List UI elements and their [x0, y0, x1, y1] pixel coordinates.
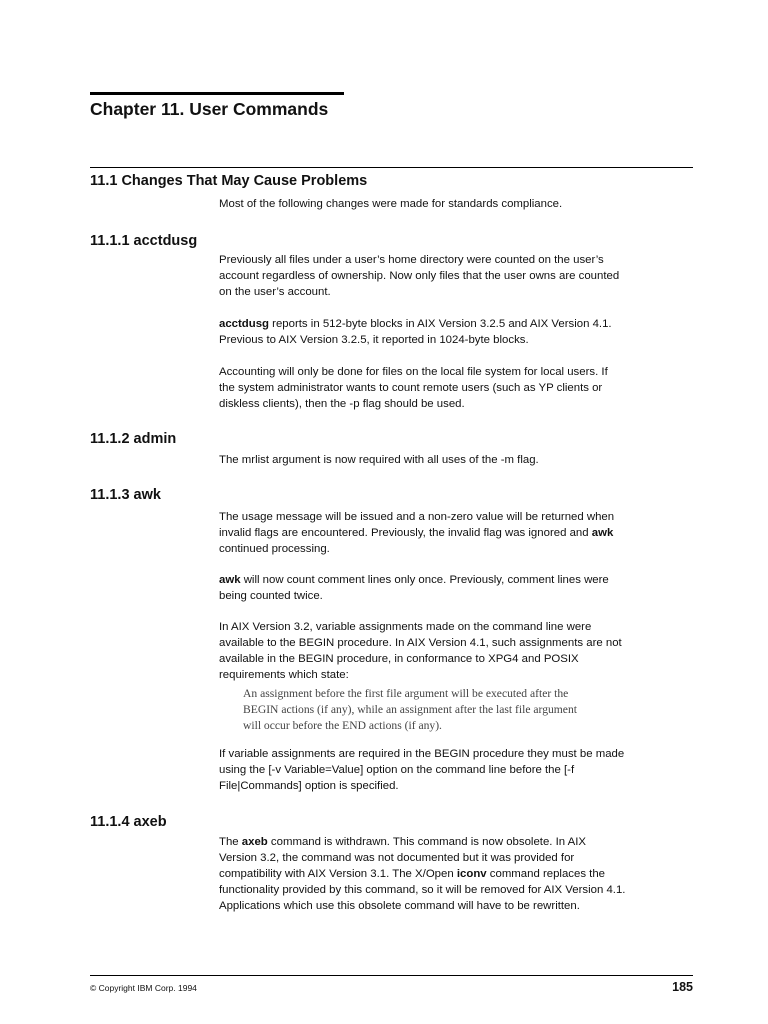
command-name: iconv — [456, 868, 487, 880]
awk-paragraph-2: awk will now count comment lines only once. Previously, comment lines were being counted twice. — [219, 574, 609, 602]
footer-copyright: © Copyright IBM Corp. 1994 — [90, 983, 197, 993]
acctdusg-paragraph-2: acctdusg reports in 512-byte blocks in AIX Version 3.2.5 and AIX Version 4.1. Previous to AIX Version 3.2.5, it reported in 1024-byte blocks. — [219, 318, 612, 346]
awk-paragraph-3: In AIX Version 3.2, variable assignments made on the command line were available to the BEGIN procedure. In AIX Version 4.1, such assignments are not available in the BEGIN procedure, in conformance to XPG4 and POSIX requirements which state: — [219, 621, 622, 681]
command-name: axeb — [241, 836, 268, 848]
section-rule — [90, 167, 693, 168]
command-name: awk — [591, 527, 614, 539]
awk-paragraph-4: If variable assignments are required in the BEGIN procedure they must be made using the [-v Variable=Value] option on the command line before the [-f File|Commands] option is specified. — [219, 748, 625, 792]
section-title: 11.1 Changes That May Cause Problems — [90, 173, 368, 189]
section-intro: Most of the following changes were made for standards compliance. — [219, 198, 563, 210]
subsection-title-acctdusg: 11.1.1 acctdusg — [90, 233, 198, 249]
acctdusg-paragraph-1: Previously all files under a user’s home directory were counted on the user’s account regardless of ownership. Now only files that the user owns are counted on the user’s account. — [219, 254, 620, 298]
page-number: 185 — [672, 980, 693, 994]
subsection-title-awk: 11.1.3 awk — [90, 487, 161, 503]
subsection-title-axeb: 11.1.4 axeb — [90, 814, 167, 830]
acctdusg-paragraph-3: Accounting will only be done for files on the local file system for local users. If the system administrator wants to count remote users (such as YP clients or diskless clients), then the -p flag should be used. — [219, 366, 608, 410]
axeb-paragraph-1: The axeb command is withdrawn. This command is now obsolete. In AIX Version 3.2, the command was not documented but it was provided for compatibility with AIX Version 3.1. The X/Open iconv command replaces the functionality provided by this command, so it will be removed for AIX Version 4.1. Applications which use this obsolete command will have to be rewritten. — [219, 836, 626, 912]
subsection-title-admin: 11.1.2 admin — [90, 431, 177, 447]
chapter-title: Chapter 11. User Commands — [90, 99, 329, 119]
awk-paragraph-1: The usage message will be issued and a non-zero value will be returned when invalid flags are encountered. Previously, the invalid flag was ignored and awk continued processing. — [219, 511, 615, 555]
posix-quote: An assignment before the first file argument will be executed after the BEGIN actions (if any), while an assignment after the last file argument will occur before the END actions (if any). — [243, 687, 577, 732]
command-name: awk — [219, 574, 241, 586]
footer-rule — [90, 975, 693, 976]
admin-paragraph-1: The mrlist argument is now required with all uses of the -m flag. — [219, 454, 539, 466]
chapter-rule — [90, 92, 344, 95]
command-name: acctdusg — [219, 318, 270, 330]
